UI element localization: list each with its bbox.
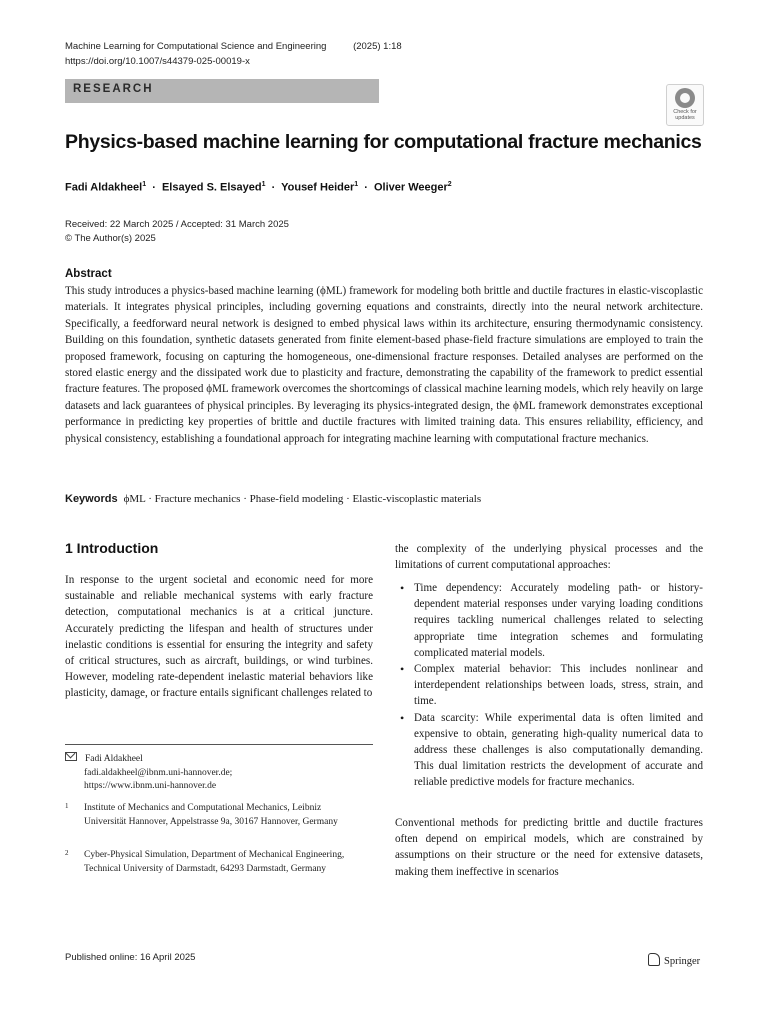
springer-horse-icon [648, 953, 660, 966]
list-item: • Time dependency: Accurately modeling path- or history-dependent material responses under varying loading conditions requires tackling numerical challenges related to selecting appropriate time integration schemes and formulating complicated material models. [395, 580, 703, 661]
envelope-icon [65, 752, 77, 761]
conventional-methods-paragraph: Conventional methods for predicting brittle and ductile fractures often depend on empirical models, which are constrained by assumptions on their structure or the need for extensive datasets, making them ineffective in scenarios [395, 817, 703, 878]
author-list [65, 181, 452, 194]
author-separator: · [271, 181, 276, 194]
author-name[interactable]: Oliver Weeger [373, 181, 448, 194]
section-heading-introduction: 1 Introduction [65, 540, 159, 556]
affiliation-text: Institute of Mechanics and Computational Mechanics, Leibniz Universität Hannover, Appelstrasse 9a, 30167 Hannover, Germany [84, 803, 338, 827]
article-type-banner [65, 79, 379, 103]
affiliation-number: 1 [65, 802, 69, 810]
author-affiliation-mark: 1 [354, 181, 359, 188]
list-item: • Complex material behavior: This includes nonlinear and interdependent relationships between loads, stress, strain, and time. [395, 661, 703, 710]
affiliation-number: 2 [65, 849, 69, 857]
author-name[interactable]: Yousef Heider [281, 181, 355, 194]
author-separator: · [152, 181, 156, 194]
correspondence-name: Fadi Aldakheel [85, 754, 143, 764]
correspondence-block [65, 752, 232, 794]
footnote-divider [65, 744, 373, 745]
challenge-list [395, 580, 703, 791]
author-name[interactable]: Elsayed S. Elsayed [161, 181, 262, 194]
doi-link[interactable]: https://doi.org/10.1007/s44379-025-00019-x [65, 56, 250, 67]
correspondence-url[interactable]: https://www.ibnm.uni-hannover.de [84, 781, 217, 791]
keywords [65, 493, 481, 505]
paper-title: Physics-based machine learning for computational fracture mechanics [65, 131, 702, 153]
author-affiliation-mark: 1 [261, 181, 266, 188]
author-affiliation-mark: 1 [142, 181, 147, 188]
abstract-text: This study introduces a physics-based machine learning (ϕML) framework for modeling both brittle and ductile fractures in elastic-viscoplastic materials. It integrates physical principles, including governing equations and constraints, directly into the neural network architecture. Specifically, a feedforward neural network is designed to embed physical laws within its architecture, ensuring thermodynamic consistency. Building on this foundation, synthetic datasets generated from finite element-based phase-field fracture simulations are employed to train the proposed framework, focusing on capturing the homogeneous, one-dimensional fracture responses. Detailed analyses are performed on the stored elastic energy and the dissipated work due to plasticity and fracture, demonstrating the capability of the framework to predict essential fracture features. The proposed ϕML framework overcomes the shortcomings of classical machine learning models, which rely heavily on large datasets and lack guarantees of physical principles. By leveraging its physics-integrated design, the ϕML framework demonstrates exceptional performance in predicting key properties of brittle and ductile fractures with limited training data. This ensures reliability, efficiency, and physical consistency, establishing a foundational approach for integrating machine learning with computational fracture mechanics. [65, 285, 703, 445]
author-name[interactable]: Fadi Aldakheel [65, 181, 143, 194]
article-type-label: RESEARCH [73, 83, 154, 95]
author-separator: · [364, 181, 368, 194]
copyright-notice: © The Author(s) 2025 [65, 233, 156, 244]
intro-paragraph-continued: the complexity of the underlying physical processes and the limitations of current computational approaches: [395, 543, 703, 572]
journal-volume: (2025) 1:18 [353, 41, 402, 52]
published-online-date: Published online: 16 April 2025 [65, 952, 196, 963]
received-accepted-dates: Received: 22 March 2025 / Accepted: 31 March 2025 [65, 219, 289, 230]
journal-name: Machine Learning for Computational Science and Engineering [65, 41, 327, 52]
journal-header [65, 41, 402, 52]
check-updates-icon [675, 88, 695, 108]
check-for-updates-button[interactable] [666, 84, 704, 126]
correspondence-email[interactable]: fadi.aldakheel@ibnm.uni-hannover.de; [84, 767, 233, 778]
keywords-list: ϕML · Fracture mechanics · Phase-field modeling · Elastic-viscoplastic materials [123, 493, 482, 505]
affiliation-2 [65, 849, 365, 876]
check-updates-line2: updates [675, 115, 695, 121]
abstract-heading: Abstract [65, 268, 112, 280]
list-item: • Data scarcity: While experimental data is often limited and expensive to obtain, generating high-quality numerical data to address these challenges is also computationally demanding. This dual limitation restricts the development of accurate and reliable predictive models for fracture mechanics. [395, 710, 703, 791]
affiliation-1 [65, 802, 365, 829]
keywords-label: Keywords [65, 493, 118, 505]
publisher-name: Springer [664, 956, 701, 967]
author-affiliation-mark: 2 [447, 181, 452, 188]
check-updates-line1: Check for [673, 109, 697, 115]
affiliation-text: Cyber-Physical Simulation, Department of Mechanical Engineering, Technical University of Darmstadt, 64293 Darmstadt, Germany [84, 850, 345, 874]
publisher-logo [648, 951, 700, 967]
intro-paragraph: In response to the urgent societal and economic need for more sustainable and reliable mechanical systems with early fracture detection, computational mechanics is at a critical juncture. Accurately predicting the lifespan and health of structures under inelastic conditions is essential for ensuring the integrity and safety of critical structures, such as aircraft, buildings, or wind turbines. However, modeling rate-dependent inelastic material behaviors like plasticity, damage, or fracture entails significant challenges related to [65, 574, 373, 700]
